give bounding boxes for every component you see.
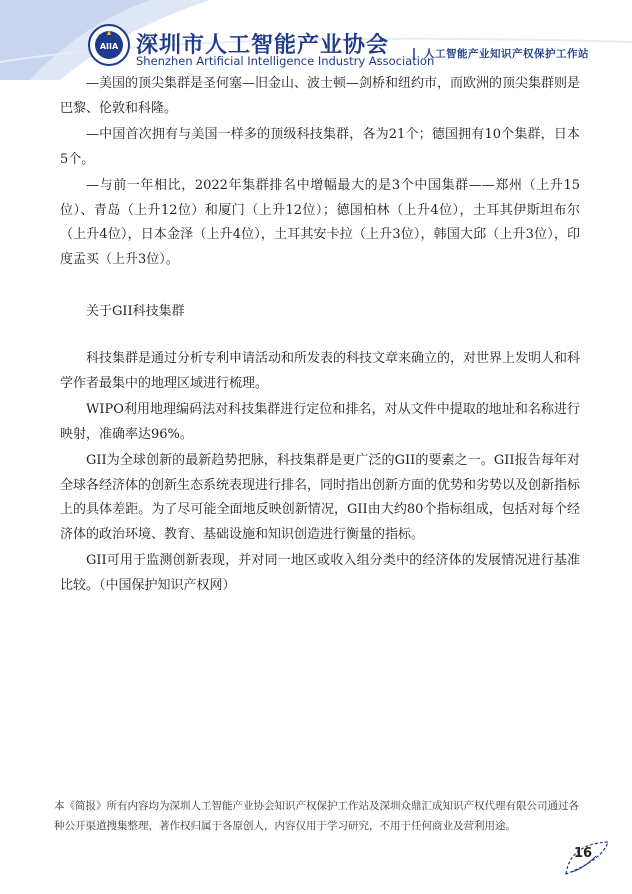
footer-disclaimer: 本《简报》所有内容均为深圳人工智能产业协会知识产权保护工作站及深圳众鼎汇成知识产权代理有限公司通过各种公开渠道搜集整理，著作权归属于各原创人，内容仅用于学习研究，不用于任何商业及营利用途。: [54, 800, 579, 832]
paragraph: —美国的顶尖集群是圣何塞—旧金山、波士顿—剑桥和纽约市，而欧洲的顶尖集群则是巴黎、伦敦和科隆。: [60, 76, 581, 116]
paragraph: —中国首次拥有与美国一样多的顶级科技集群，各为21个；德国拥有10个集群，日本5个。: [60, 127, 580, 167]
document-body: [60, 72, 580, 600]
org-name-cn: 深圳市人工智能产业协会: [136, 33, 390, 58]
association-logo: [88, 24, 130, 66]
paragraph: —与前一年相比，2022年集群排名中增幅最大的是3个中国集群——郑州（上升15位）、青岛（上升12位）和厦门（上升12位）；德国柏林（上升4位），土耳其伊斯坦布尔（上升4位），日本金泽（上升4位），土耳其安卡拉（上升3位），韩国大邱（上升3位），印度孟买（上升3位）。: [60, 178, 580, 267]
paragraph: GII可用于监测创新表现，并对同一地区或收入组分类中的经济体的发展情况进行基准比较。（中国保护知识产权网）: [60, 553, 580, 593]
paragraph: 科技集群是通过分析专利申请活动和所发表的科技文章来确立的，对世界上发明人和科学作者最集中的地理区域进行梳理。: [60, 351, 581, 391]
paragraph: WIPO利用地理编码法对科技集群进行定位和排名，对从文件中提取的地址和名称进行映射，准确率达96%。: [60, 402, 580, 442]
paragraph: GII为全球创新的最新趋势把脉，科技集群是更广泛的GII的要素之一。GII报告每年对全球各经济体的创新生态系统表现进行排名，同时指出创新方面的优势和劣势以及创新指标上的具体差距。为了尽可能全面地反映创新情况，GII由大约80个指标组成，包括对每个经济体的政治环境、教育、基础设施和知识创造进行衡量的指标。: [60, 453, 581, 542]
header-subtitle: 人工智能产业知识产权保护工作站: [424, 48, 589, 60]
org-name-en: Shenzhen Artificial Intelligence Industry Association: [136, 54, 435, 68]
page-number: 16: [574, 846, 593, 861]
section-heading: 关于GII科技集群: [86, 304, 185, 319]
logo-text: AIIA: [99, 42, 119, 51]
